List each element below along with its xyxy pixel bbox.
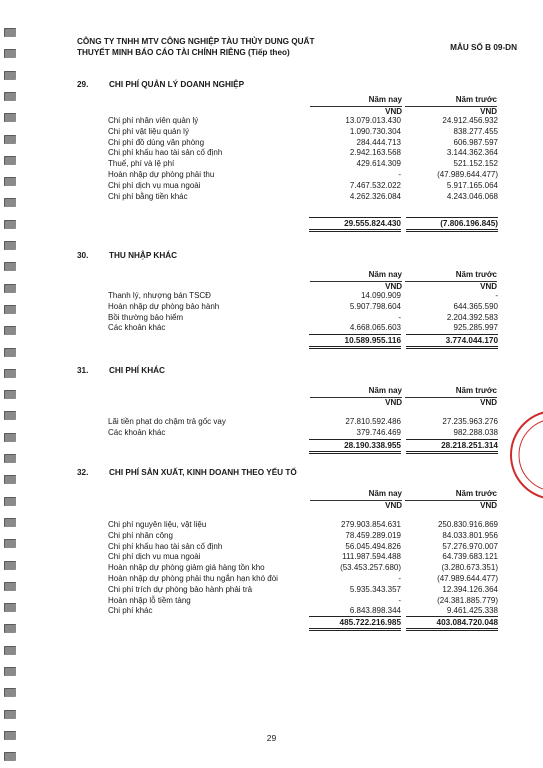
row-value-previous: 925.285.997 <box>453 323 498 333</box>
table-row <box>108 520 498 531</box>
row-value-previous: 12.394.126.364 <box>442 584 498 594</box>
table-row <box>108 192 498 203</box>
table-row <box>108 313 498 324</box>
row-label: Thanh lý, nhượng bán TSCĐ <box>108 291 211 300</box>
row-label: Hoàn nhập dự phòng giảm giá hàng tồn kho <box>108 563 265 573</box>
row-value-previous: 2.204.392.583 <box>446 312 498 322</box>
row-value-current: (53.453.257.680) <box>340 563 401 573</box>
column-label: Năm nay <box>368 95 402 104</box>
row-value-previous: 24.912.456.932 <box>442 116 498 125</box>
table-row <box>108 302 498 313</box>
row-value-previous: (24.381.885.779) <box>437 595 498 605</box>
row-label: Thuế, phí và lệ phí <box>108 159 175 169</box>
row-label: Hoàn nhập dự phòng phải thu <box>108 170 215 179</box>
page-number: 29 <box>266 733 277 743</box>
section-heading: THU NHẬP KHÁC <box>109 251 178 260</box>
row-value-previous: 9.461.425.338 <box>446 606 498 616</box>
binder-hole <box>4 198 16 207</box>
binder-hole <box>4 220 16 229</box>
table-row <box>108 574 498 585</box>
row-value-previous: 606.987.597 <box>453 137 498 147</box>
binder-hole <box>4 710 16 719</box>
table-row <box>108 291 498 302</box>
row-label: Chi phí nhân viên quản lý <box>108 116 199 125</box>
total-current: 29.555.824.430 <box>309 217 401 232</box>
binder-hole <box>4 305 16 314</box>
section-heading: CHI PHÍ QUẢN LÝ DOANH NGHIỆP <box>109 80 245 89</box>
section-number: 29. <box>77 80 89 89</box>
row-label: Chi phí trích dự phòng bảo hành phải trả <box>108 584 253 594</box>
row-label: Chi phí nguyên liệu, vật liệu <box>108 520 207 529</box>
row-value-current: 13.079.013.430 <box>345 116 401 125</box>
binder-hole <box>4 135 16 144</box>
document-subtitle: THUYẾT MINH BÁO CÁO TÀI CHÍNH RIÊNG (Tiếp theo) <box>77 47 290 57</box>
table-row <box>108 138 498 149</box>
row-value-current: 6.843.898.344 <box>349 606 401 616</box>
binder-hole <box>4 262 16 271</box>
binder-hole <box>4 71 16 80</box>
binder-hole <box>4 156 16 165</box>
binder-hole <box>4 603 16 612</box>
table-row <box>108 181 498 192</box>
section-number: 30. <box>77 251 89 260</box>
section-total <box>310 217 498 228</box>
binder-hole <box>4 284 16 293</box>
binder-hole <box>4 369 16 378</box>
row-value-current: 56.045.494.826 <box>345 541 401 551</box>
column-unit: VND <box>310 397 402 409</box>
table-row <box>108 428 498 439</box>
row-label: Chi phí dịch vụ mua ngoài <box>108 552 201 562</box>
row-value-current: 2.942.163.568 <box>349 148 401 158</box>
total-current: 28.190.338.955 <box>309 439 401 454</box>
binder-hole <box>4 752 16 761</box>
table-row <box>108 552 498 563</box>
column-label: Năm trước <box>455 489 497 498</box>
binder-hole <box>4 688 16 697</box>
section-heading: CHI PHÍ KHÁC <box>109 366 165 375</box>
row-value-previous: 838.277.455 <box>453 126 498 136</box>
row-value-current: 27.810.592.486 <box>345 417 401 426</box>
row-label: Chi phí khấu hao tài sản cố định <box>108 148 223 158</box>
row-value-current: 284.444.713 <box>356 137 401 147</box>
document-header <box>77 37 517 58</box>
table-row <box>108 323 498 334</box>
row-value-current: 5.907.798.604 <box>349 301 401 311</box>
table-row <box>108 170 498 181</box>
row-label: Chi phí đồ dùng văn phòng <box>108 137 205 147</box>
row-value-previous: 5.917.165.064 <box>446 180 498 190</box>
binder-hole <box>4 177 16 186</box>
row-value-current: 379.746.469 <box>356 427 401 437</box>
row-value-previous: 3.144.362.364 <box>446 148 498 158</box>
table-row <box>108 127 498 138</box>
table-row <box>108 116 498 127</box>
column-label: Năm trước <box>455 95 497 104</box>
row-label: Chi phí nhân công <box>108 530 173 540</box>
binder-hole <box>4 390 16 399</box>
total-current: 485.722.216.985 <box>309 616 401 631</box>
column-unit: VND <box>405 281 497 293</box>
row-label: Các khoản khác <box>108 427 166 437</box>
row-value-previous: 4.243.046.068 <box>446 191 498 201</box>
column-header-current <box>310 95 402 117</box>
row-label: Hoàn nhập dự phòng phải thu ngắn hạn khó đòi <box>108 574 278 583</box>
row-label: Chi phí bằng tiền khác <box>108 191 188 201</box>
column-unit: VND <box>310 106 402 118</box>
total-previous: 28.218.251.314 <box>406 439 498 454</box>
column-label: Năm nay <box>368 489 402 498</box>
column-unit: VND <box>310 281 402 293</box>
column-label: Năm trước <box>455 386 497 395</box>
row-value-current: 7.467.532.022 <box>349 180 401 190</box>
row-label: Các khoản khác <box>108 323 166 333</box>
binder-holes <box>0 0 22 768</box>
row-label: Chi phí khác <box>108 606 153 616</box>
row-value-current: - <box>398 574 401 583</box>
column-header-previous <box>405 95 497 117</box>
total-previous: 3.774.044.170 <box>406 334 498 349</box>
row-value-previous: 57.276.970.007 <box>442 541 498 551</box>
section-number: 32. <box>77 468 89 477</box>
column-header-current <box>310 270 402 292</box>
total-previous: (7.806.196.845) <box>406 217 498 232</box>
row-value-current: 5.935.343.357 <box>349 584 401 594</box>
column-unit: VND <box>405 106 497 118</box>
column-label: Năm trước <box>455 270 497 279</box>
row-label: Lãi tiền phạt do chậm trả gốc vay <box>108 417 226 426</box>
binder-hole <box>4 92 16 101</box>
binder-hole <box>4 49 16 58</box>
row-value-previous: 84.033.801.956 <box>442 530 498 540</box>
section-heading: CHI PHÍ SẢN XUẤT, KINH DOANH THEO YẾU TỐ <box>109 468 297 477</box>
column-header-previous <box>405 386 497 408</box>
company-name: CÔNG TY TNHH MTV CÔNG NGHIỆP TÀU THỦY DUNG QUẤT <box>77 37 315 46</box>
column-unit: VND <box>405 397 497 409</box>
company-seal-stamp <box>500 400 543 510</box>
binder-hole <box>4 241 16 250</box>
binder-hole <box>4 561 16 570</box>
row-value-previous: 64.739.683.121 <box>442 552 498 562</box>
binder-hole <box>4 475 16 484</box>
binder-hole <box>4 582 16 591</box>
form-code: MẪU SỐ B 09-DN <box>450 43 517 52</box>
section-total <box>310 334 498 345</box>
row-value-previous: (47.989.644.477) <box>437 574 498 583</box>
binder-hole <box>4 348 16 357</box>
binder-hole <box>4 411 16 420</box>
row-value-previous: 982.288.038 <box>453 427 498 437</box>
binder-hole <box>4 539 16 548</box>
total-previous: 403.084.720.048 <box>406 616 498 631</box>
binder-hole <box>4 667 16 676</box>
table-row <box>108 585 498 596</box>
table-row <box>108 531 498 542</box>
column-unit: VND <box>405 500 497 512</box>
row-value-previous: 27.235.963.276 <box>442 417 498 426</box>
binder-hole <box>4 646 16 655</box>
row-value-current: - <box>398 170 401 179</box>
row-label: Chi phí dịch vụ mua ngoài <box>108 180 201 190</box>
row-value-current: 429.614.309 <box>356 159 401 169</box>
binder-hole <box>4 433 16 442</box>
row-value-current: - <box>398 595 401 605</box>
row-value-current: 111.987.594.488 <box>342 552 401 562</box>
section-number: 31. <box>77 366 89 375</box>
row-value-current: 279.903.854.631 <box>340 520 401 529</box>
table-row <box>108 596 498 607</box>
column-header-current <box>310 386 402 408</box>
row-value-current: 14.090.909 <box>360 291 401 300</box>
column-label: Năm nay <box>368 270 402 279</box>
row-label: Chi phí vật liệu quản lý <box>108 126 189 136</box>
row-label: Chi phí khấu hao tài sản cố định <box>108 541 223 551</box>
column-header-current <box>310 489 402 511</box>
binder-hole <box>4 518 16 527</box>
row-value-previous: 644.365.590 <box>453 301 498 311</box>
section-total <box>310 616 498 627</box>
total-current: 10.589.955.116 <box>309 334 401 349</box>
row-value-previous: (47.989.644.477) <box>437 170 498 179</box>
table-row <box>108 417 498 428</box>
binder-hole <box>4 28 16 37</box>
column-header-previous <box>405 489 497 511</box>
table-row <box>108 563 498 574</box>
row-value-current: - <box>398 312 401 322</box>
row-label: Hoàn nhập lỗ tiềm tàng <box>108 595 191 605</box>
binder-hole <box>4 624 16 633</box>
binder-hole <box>4 497 16 506</box>
row-value-previous: 521.152.152 <box>453 159 498 169</box>
column-unit: VND <box>310 500 402 512</box>
row-value-current: 1.090.730.304 <box>349 126 401 136</box>
column-header-previous <box>405 270 497 292</box>
row-value-current: 4.262.326.084 <box>349 191 401 201</box>
row-value-previous: (3.280.673.351) <box>441 563 498 573</box>
row-label: Bồi thường bảo hiểm <box>108 312 184 322</box>
section-total <box>310 439 498 450</box>
binder-hole <box>4 454 16 463</box>
row-value-previous: - <box>495 291 498 300</box>
binder-hole <box>4 113 16 122</box>
row-value-current: 78.459.289.019 <box>345 530 401 540</box>
table-row <box>108 542 498 553</box>
row-label: Hoàn nhập dự phòng bảo hành <box>108 301 220 311</box>
row-value-previous: 250.830.916.869 <box>437 520 498 529</box>
table-row <box>108 148 498 159</box>
column-label: Năm nay <box>368 386 402 395</box>
row-value-current: 4.668.065.603 <box>349 323 401 333</box>
table-row <box>108 159 498 170</box>
binder-hole <box>4 326 16 335</box>
